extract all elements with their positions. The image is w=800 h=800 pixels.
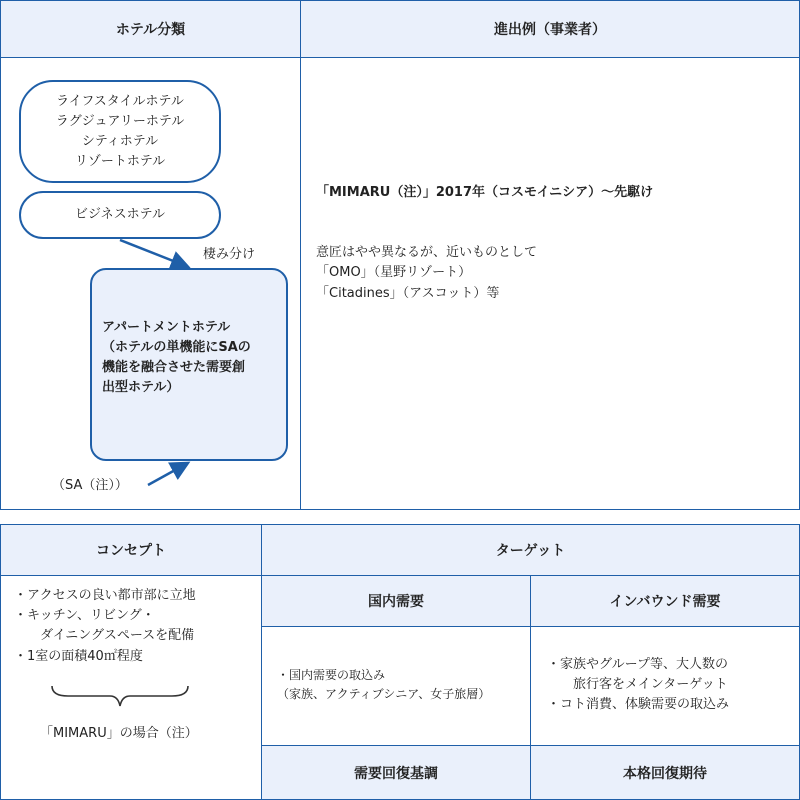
apartment-hotel-line: 機能を融合させた需要創 xyxy=(102,360,246,375)
header-inbound-demand: インバウンド需要 xyxy=(530,575,800,627)
inbound-line: 旅行客をメインターゲット xyxy=(547,677,728,692)
footer-domestic-recovery: 需要回復基調 xyxy=(261,745,531,800)
business-hotel-label: ビジネスホテル xyxy=(75,207,165,222)
footer-inbound-recovery: 本格回復期待 xyxy=(530,745,800,800)
inbound-line: ・コト消費、体験需要の取込み xyxy=(547,697,730,712)
concept-line: ・1室の面積40㎡程度 xyxy=(14,649,143,664)
brace-icon xyxy=(50,682,190,710)
sa-note: （SA（注）） xyxy=(52,478,128,493)
hotel-type: ライフスタイルホテル xyxy=(56,93,184,109)
hotel-type: リゾートホテル xyxy=(74,153,166,169)
hotel-type: ラグジュアリーホテル xyxy=(55,113,185,129)
segregation-label: 棲み分け xyxy=(203,247,256,262)
arrow-from-sa xyxy=(148,464,186,485)
header-concept: コンセプト xyxy=(0,524,262,576)
domestic-line: ・国内需要の取込み xyxy=(277,668,386,682)
column-divider xyxy=(300,57,301,510)
hotel-type: シティホテル xyxy=(81,133,159,149)
header-entry-examples: 進出例（事業者） xyxy=(300,0,800,58)
apartment-hotel-line: （ホテルの単機能にSAの xyxy=(102,340,251,355)
arrow-to-apartment-top xyxy=(120,240,186,266)
mimaru-example-title: 「MIMARU（注）」2017年（コスモイニシア）〜先駆け xyxy=(316,185,654,200)
example-line: 意匠はやや異なるが、近いものとして xyxy=(316,245,538,260)
apartment-hotel-box xyxy=(90,268,288,461)
concept-line: ダイニングスペースを配備 xyxy=(14,628,195,643)
concept-line: ・アクセスの良い都市部に立地 xyxy=(14,588,196,603)
target-divider xyxy=(530,626,531,746)
example-line: 「Citadines」（アスコット）等 xyxy=(316,286,500,301)
header-target: ターゲット xyxy=(261,524,800,576)
header-domestic-demand: 国内需要 xyxy=(261,575,531,627)
apartment-hotel-line: 出型ホテル） xyxy=(102,380,180,395)
domestic-line: （家族、アクティブシニア、女子旅層） xyxy=(277,687,491,701)
apartment-hotel-line: アパートメントホテル xyxy=(102,320,231,335)
concept-line: ・キッチン、リビング・ xyxy=(14,608,155,623)
example-line: 「OMO」（星野リゾート） xyxy=(316,265,472,280)
inbound-line: ・家族やグループ等、大人数の xyxy=(547,657,728,672)
header-hotel-category: ホテル分類 xyxy=(0,0,301,58)
concept-caption: 「MIMARU」の場合（注） xyxy=(40,726,198,741)
